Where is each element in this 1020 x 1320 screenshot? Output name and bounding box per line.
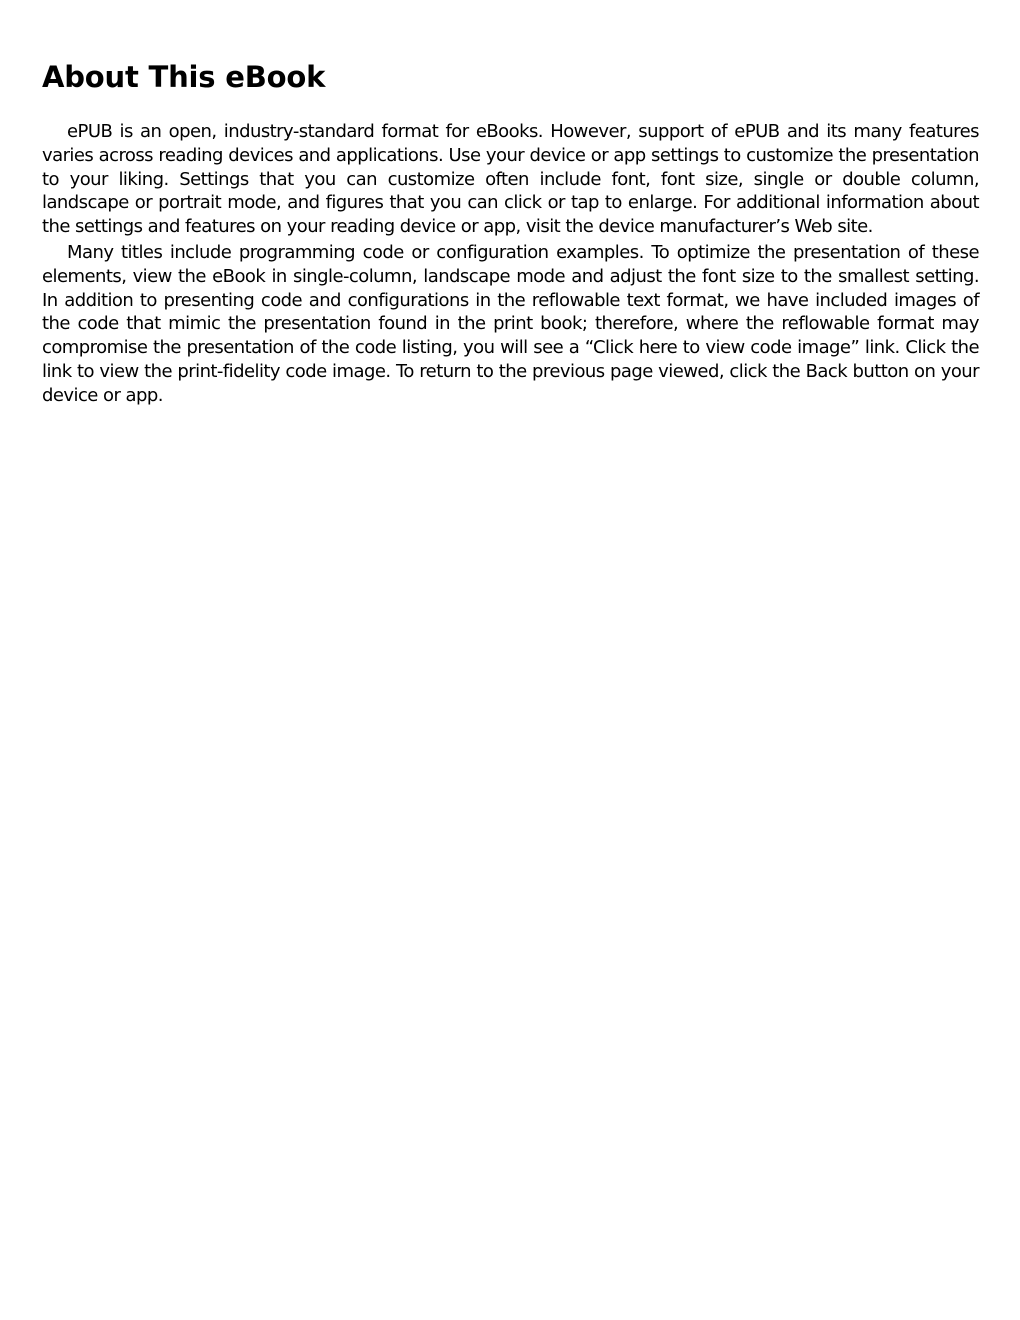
body-paragraph-code-examples: Many titles include programming code or configuration examples. To optimize the presentation of these elements, view the eBook in single-column, landscape mode and adjust the font size to the smallest setting. In addition to presenting code and configurations in the reflowable text format, we have included images of the code that mimic the presentation found in the print book; therefore, where the reflowable format may compromise the presentation of the code listing, you will see a “Click here to view code image” link. Click the link to view the print-fidelity code image. To return to the previous page viewed, click the Back button on your device or app. [42,241,979,406]
document-page [42,58,979,410]
page-title: About This eBook [42,60,326,94]
body-paragraph-epub-format: ePUB is an open, industry-standard format for eBooks. However, support of ePUB and its many features varies across reading devices and applications. Use your device or app settings to customize the presentation to your liking. Settings that you can customize often include font, font size, single or double column, landscape or portrait mode, and figures that you can click or tap to enlarge. For additional information about the settings and features on your reading device or app, visit the device manufacturer’s Web site. [42,121,979,238]
